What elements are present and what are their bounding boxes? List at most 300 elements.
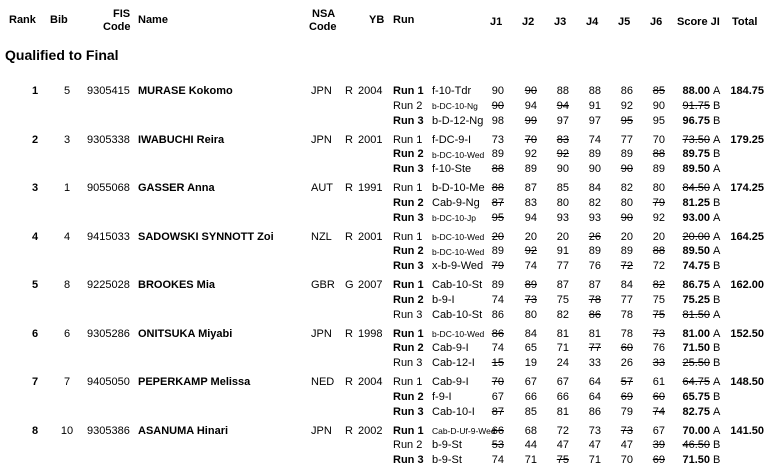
run-label: Run 1 xyxy=(393,182,423,194)
judge-score-3: 87 xyxy=(556,279,569,291)
run-score: 91.75 xyxy=(682,99,710,112)
rank-cell: 1 xyxy=(31,85,39,97)
judge-score-3: 91 xyxy=(556,245,569,258)
trick-code: b-DC-10-Wed xyxy=(432,149,485,160)
total-cell: 152.50 xyxy=(730,327,764,340)
run-label: Run 2 xyxy=(393,99,423,112)
run-label: Run 2 xyxy=(393,342,424,355)
athlete-name: GASSER Anna xyxy=(138,182,215,194)
trick-code: b-D-12-Ng xyxy=(432,114,484,127)
judge-flag: A xyxy=(713,424,721,437)
judge-score-2: 44 xyxy=(524,439,537,452)
judge-score-2: 94 xyxy=(524,99,537,112)
judge-score-6: 79 xyxy=(652,196,665,209)
judge-score-3: 88 xyxy=(556,85,569,97)
total-cell: 179.25 xyxy=(730,133,764,146)
trick-code: b-9-St xyxy=(432,454,462,467)
fis-code-cell: 9055068 xyxy=(87,182,130,194)
bib-cell: 3 xyxy=(63,133,71,146)
run-label: Run 3 xyxy=(393,308,423,321)
athlete-name: MURASE Kokomo xyxy=(138,85,233,97)
trick-code: Cab-9-Ng xyxy=(432,196,480,209)
judge-score-2: 92 xyxy=(524,148,537,161)
total-cell: 174.25 xyxy=(730,182,764,194)
run-label: Run 1 xyxy=(393,230,423,243)
judge-score-1: 20 xyxy=(491,230,504,243)
run-label: Run 3 xyxy=(393,163,424,176)
judge-flag: B xyxy=(713,342,721,355)
judge-score-6: 61 xyxy=(652,376,665,388)
nsa-code-cell: JPN xyxy=(311,327,332,340)
nsa-code-cell: GBR xyxy=(311,279,335,291)
trick-code: b-DC-10-Wed xyxy=(432,329,485,339)
trick-code: Cab-9-I xyxy=(432,342,469,355)
run-score: 96.75 xyxy=(682,114,710,127)
judge-score-2: 89 xyxy=(524,163,537,176)
bib-cell: 6 xyxy=(63,327,71,340)
class-cell: R xyxy=(345,376,353,388)
judge-score-5: 78 xyxy=(620,327,633,340)
fis-code-cell: 9415033 xyxy=(87,230,130,243)
judge-flag: A xyxy=(713,163,721,176)
header-fis-1: FIS xyxy=(113,8,131,20)
judge-score-1: 86 xyxy=(491,327,504,340)
total-cell: 184.75 xyxy=(730,85,764,97)
judge-score-1: 90 xyxy=(491,99,504,112)
class-cell: R xyxy=(345,327,353,340)
judge-score-2: 67 xyxy=(524,376,537,388)
fis-code-cell: 9405050 xyxy=(87,376,130,388)
header-fis-2: Code xyxy=(103,21,131,33)
run-score: 89.50 xyxy=(682,163,710,176)
header-nsa-1: NSA xyxy=(312,8,336,20)
athlete-name: BROOKES Mia xyxy=(138,279,216,291)
judge-score-2: 92 xyxy=(524,245,537,258)
run-score: 93.00 xyxy=(682,211,710,224)
trick-code: b-DC-10-Jp xyxy=(432,213,476,224)
nsa-code-cell: NED xyxy=(311,376,335,388)
judge-flag: A xyxy=(713,133,721,146)
judge-score-4: 73 xyxy=(588,424,601,437)
judge-score-4: 47 xyxy=(588,439,601,452)
run-score: 74.75 xyxy=(682,260,710,273)
judge-score-5: 92 xyxy=(620,99,633,112)
judge-score-1: 70 xyxy=(491,376,504,388)
judge-flag: B xyxy=(713,114,721,127)
judge-score-5: 78 xyxy=(620,308,633,321)
run-label: Run 1 xyxy=(393,85,424,97)
judge-score-4: 88 xyxy=(588,85,601,97)
year-born-cell: 2004 xyxy=(358,376,383,388)
total-cell: 162.00 xyxy=(730,279,764,291)
judge-score-1: 87 xyxy=(491,405,504,418)
judge-score-6: 67 xyxy=(652,424,665,437)
judge-score-6: 60 xyxy=(652,390,665,403)
judge-score-1: 73 xyxy=(491,133,504,146)
judge-score-2: 70 xyxy=(524,133,537,146)
judge-score-3: 93 xyxy=(556,211,569,224)
trick-code: f-DC-9-I xyxy=(432,133,472,146)
judge-flag: A xyxy=(713,230,721,243)
judge-score-3: 80 xyxy=(556,196,569,209)
header-score: Score JI xyxy=(677,16,720,28)
total-cell: 141.50 xyxy=(730,424,764,437)
trick-code: Cab-D-Uf-9-Wed xyxy=(432,426,496,436)
judge-score-2: 74 xyxy=(524,260,537,273)
judge-score-6: 73 xyxy=(652,327,665,340)
judge-score-3: 82 xyxy=(556,308,569,321)
run-score: 75.25 xyxy=(682,293,710,306)
run-label: Run 2 xyxy=(393,293,424,306)
judge-score-6: 89 xyxy=(652,163,665,176)
judge-score-2: 73 xyxy=(524,293,537,306)
run-label: Run 2 xyxy=(393,390,424,403)
header-j2: J2 xyxy=(522,16,535,28)
judge-score-2: 20 xyxy=(524,230,537,243)
judge-score-4: 64 xyxy=(588,376,601,388)
athlete-name: PEPERKAMP Melissa xyxy=(138,376,251,388)
trick-code: b-D-10-Me xyxy=(432,182,485,194)
run-score: 81.00 xyxy=(682,327,710,340)
year-born-cell: 2004 xyxy=(358,85,383,97)
judge-flag: A xyxy=(713,85,721,97)
header-nsa-2: Code xyxy=(309,21,337,33)
judge-score-4: 71 xyxy=(588,454,601,467)
nsa-code-cell: JPN xyxy=(311,85,332,97)
rank-cell: 4 xyxy=(31,230,39,243)
year-born-cell: 2007 xyxy=(358,279,383,291)
class-cell: R xyxy=(345,230,353,243)
run-score: 71.50 xyxy=(682,342,710,355)
judge-score-4: 82 xyxy=(588,196,601,209)
judge-score-2: 19 xyxy=(524,357,537,370)
rank-cell: 6 xyxy=(31,327,39,340)
header-total: Total xyxy=(732,16,758,28)
judge-score-5: 26 xyxy=(620,357,633,370)
judge-flag: B xyxy=(713,357,721,370)
judge-flag: A xyxy=(713,405,721,418)
athlete-name: IWABUCHI Reira xyxy=(138,133,225,146)
judge-score-4: 64 xyxy=(588,390,601,403)
run-score: 86.75 xyxy=(682,279,710,291)
section-title: Qualified to Final xyxy=(5,47,119,63)
judge-score-4: 97 xyxy=(588,114,601,127)
athlete-name: ASANUMA Hinari xyxy=(138,424,229,437)
header-bib: Bib xyxy=(50,14,68,26)
judge-score-5: 69 xyxy=(620,390,633,403)
judge-score-5: 90 xyxy=(620,211,633,224)
judge-score-4: 89 xyxy=(588,245,601,258)
judge-score-3: 90 xyxy=(556,163,569,176)
trick-code: f-10-Ste xyxy=(432,163,472,176)
trick-code: b-DC-10-Ng xyxy=(432,101,478,112)
fis-code-cell: 9225028 xyxy=(87,279,130,291)
judge-score-1: 89 xyxy=(491,148,504,161)
judge-score-6: 39 xyxy=(652,439,665,452)
fis-code-cell: 9305415 xyxy=(87,85,130,97)
judge-score-1: 15 xyxy=(491,357,504,370)
header-yb: YB xyxy=(369,14,385,26)
class-cell: R xyxy=(345,182,353,194)
judge-score-5: 20 xyxy=(620,230,633,243)
year-born-cell: 1998 xyxy=(358,327,383,340)
judge-score-6: 85 xyxy=(652,85,665,97)
judge-score-5: 60 xyxy=(620,342,633,355)
judge-score-3: 71 xyxy=(556,342,569,355)
judge-flag: A xyxy=(713,327,721,340)
nsa-code-cell: NZL xyxy=(311,230,332,243)
judge-score-2: 89 xyxy=(524,279,537,291)
judge-score-2: 68 xyxy=(524,424,537,437)
judge-score-5: 89 xyxy=(620,148,633,161)
judge-flag: B xyxy=(713,260,721,273)
header-j3: J3 xyxy=(554,16,567,28)
judge-score-3: 83 xyxy=(556,133,569,146)
judge-score-5: 70 xyxy=(620,454,633,467)
run-score: 73.50 xyxy=(682,133,710,146)
run-score: 64.75 xyxy=(682,376,710,388)
class-cell: R xyxy=(345,85,353,97)
judge-score-4: 91 xyxy=(588,99,601,112)
judge-score-4: 89 xyxy=(588,148,601,161)
judge-score-6: 88 xyxy=(652,245,665,258)
rank-cell: 7 xyxy=(31,376,39,388)
judge-score-2: 94 xyxy=(524,211,537,224)
trick-code: f-9-I xyxy=(432,390,452,403)
judge-flag: A xyxy=(713,245,721,258)
judge-score-5: 73 xyxy=(620,424,633,437)
run-label: Run 2 xyxy=(393,245,424,258)
judge-score-2: 71 xyxy=(524,454,537,467)
judge-score-5: 47 xyxy=(620,439,633,452)
judge-score-2: 90 xyxy=(524,85,537,97)
judge-score-5: 89 xyxy=(620,245,633,258)
run-score: 89.50 xyxy=(682,245,710,258)
run-score: 65.75 xyxy=(682,390,710,403)
run-score: 20.00 xyxy=(682,230,710,243)
judge-score-5: 82 xyxy=(620,182,633,194)
judge-score-6: 74 xyxy=(652,405,665,418)
rank-cell: 3 xyxy=(31,182,39,194)
judge-score-6: 69 xyxy=(652,454,665,467)
run-label: Run 1 xyxy=(393,133,423,146)
trick-code: Cab-12-I xyxy=(432,357,475,370)
judge-score-2: 66 xyxy=(524,390,537,403)
judge-score-4: 86 xyxy=(588,405,601,418)
run-label: Run 3 xyxy=(393,357,423,370)
judge-score-3: 47 xyxy=(556,439,569,452)
judge-score-4: 33 xyxy=(588,357,601,370)
run-label: Run 2 xyxy=(393,196,424,209)
judge-flag: B xyxy=(713,293,721,306)
judge-score-1: 89 xyxy=(491,245,504,258)
rank-cell: 8 xyxy=(31,424,39,437)
judge-score-3: 75 xyxy=(556,454,569,467)
trick-code: b-DC-10-Wed xyxy=(432,232,485,242)
judge-score-5: 90 xyxy=(620,163,633,176)
judge-score-3: 20 xyxy=(556,230,569,243)
header-j6: J6 xyxy=(650,16,663,28)
judge-score-1: 53 xyxy=(491,439,504,452)
judge-score-6: 75 xyxy=(652,308,665,321)
judge-score-5: 77 xyxy=(620,293,633,306)
class-cell: R xyxy=(345,133,353,146)
judge-score-4: 86 xyxy=(588,308,601,321)
judge-flag: A xyxy=(713,376,721,388)
judge-score-1: 90 xyxy=(491,85,504,97)
run-score: 70.00 xyxy=(682,424,710,437)
run-label: Run 3 xyxy=(393,454,424,467)
trick-code: x-b-9-Wed xyxy=(432,260,484,273)
bib-cell: 7 xyxy=(63,376,71,388)
judge-score-3: 81 xyxy=(556,405,569,418)
judge-score-2: 99 xyxy=(524,114,537,127)
header-rank: Rank xyxy=(9,14,36,26)
run-label: Run 2 xyxy=(393,148,424,161)
judge-score-4: 26 xyxy=(588,230,601,243)
judge-flag: A xyxy=(713,308,721,321)
judge-score-3: 77 xyxy=(556,260,569,273)
judge-score-1: 88 xyxy=(491,163,504,176)
judge-score-6: 90 xyxy=(652,99,665,112)
athlete-name: ONITSUKA Miyabi xyxy=(138,327,233,340)
judge-score-4: 90 xyxy=(588,163,601,176)
judge-score-3: 92 xyxy=(556,148,569,161)
judge-score-1: 74 xyxy=(491,342,504,355)
judge-score-4: 93 xyxy=(588,211,601,224)
judge-score-1: 89 xyxy=(491,279,504,291)
judge-score-6: 76 xyxy=(652,342,665,355)
total-cell: 164.25 xyxy=(730,230,764,243)
fis-code-cell: 9305286 xyxy=(87,327,130,340)
judge-score-2: 87 xyxy=(524,182,537,194)
judge-flag: B xyxy=(713,99,721,112)
year-born-cell: 1991 xyxy=(358,182,383,194)
judge-score-6: 82 xyxy=(652,279,665,291)
trick-code: b-9-I xyxy=(432,293,455,306)
run-score: 71.50 xyxy=(682,454,710,467)
judge-score-3: 97 xyxy=(556,114,569,127)
trick-code: Cab-10-I xyxy=(432,405,475,418)
run-score: 46.50 xyxy=(682,439,710,452)
judge-score-4: 74 xyxy=(588,133,601,146)
run-score: 88.00 xyxy=(682,85,710,97)
run-label: Run 1 xyxy=(393,327,424,340)
judge-score-3: 85 xyxy=(556,182,569,194)
judge-score-4: 81 xyxy=(588,327,601,340)
trick-code: f-10-Tdr xyxy=(432,85,472,97)
judge-score-6: 70 xyxy=(652,133,665,146)
judge-score-1: 74 xyxy=(491,293,504,306)
judge-score-3: 72 xyxy=(556,424,569,437)
trick-code: b-9-St xyxy=(432,439,462,452)
judge-score-6: 75 xyxy=(652,293,665,306)
run-score: 81.25 xyxy=(682,196,710,209)
rank-cell: 2 xyxy=(31,133,39,146)
judge-score-1: 79 xyxy=(491,260,504,273)
judge-score-3: 94 xyxy=(556,99,569,112)
judge-flag: A xyxy=(713,279,721,291)
judge-score-1: 88 xyxy=(491,182,504,194)
judge-score-6: 95 xyxy=(652,114,665,127)
run-label: Run 1 xyxy=(393,424,424,437)
run-score: 84.50 xyxy=(682,182,710,194)
judge-score-5: 79 xyxy=(620,405,633,418)
year-born-cell: 2002 xyxy=(358,424,383,437)
header-name: Name xyxy=(138,14,168,26)
class-cell: R xyxy=(345,424,353,437)
judge-score-4: 77 xyxy=(588,342,601,355)
rank-cell: 5 xyxy=(31,279,39,291)
run-score: 89.75 xyxy=(682,148,710,161)
judge-flag: B xyxy=(713,454,721,467)
run-label: Run 2 xyxy=(393,439,423,452)
trick-code: Cab-10-St xyxy=(432,279,483,291)
judge-score-3: 67 xyxy=(556,376,569,388)
header-j4: J4 xyxy=(586,16,599,28)
judge-score-5: 72 xyxy=(620,260,633,273)
bib-cell: 5 xyxy=(63,85,71,97)
judge-score-1: 87 xyxy=(491,196,504,209)
judge-score-6: 92 xyxy=(652,211,665,224)
judge-flag: A xyxy=(713,182,721,194)
run-label: Run 3 xyxy=(393,260,424,273)
judge-score-1: 74 xyxy=(491,454,504,467)
nsa-code-cell: JPN xyxy=(311,424,332,437)
run-score: 25.50 xyxy=(682,357,710,370)
judge-score-6: 72 xyxy=(652,260,665,273)
fis-code-cell: 9305338 xyxy=(87,133,130,146)
judge-score-4: 76 xyxy=(588,260,601,273)
fis-code-cell: 9305386 xyxy=(87,424,130,437)
judge-score-4: 84 xyxy=(588,182,601,194)
judge-score-6: 33 xyxy=(652,357,665,370)
year-born-cell: 2001 xyxy=(358,133,383,146)
bib-cell: 4 xyxy=(63,230,71,243)
judge-score-2: 84 xyxy=(524,327,537,340)
header-j1: J1 xyxy=(490,16,503,28)
judge-score-1: 67 xyxy=(491,390,504,403)
judge-score-1: 98 xyxy=(491,114,504,127)
bib-cell: 8 xyxy=(63,279,71,291)
judge-score-3: 81 xyxy=(556,327,569,340)
judge-score-5: 95 xyxy=(620,114,633,127)
judge-score-6: 80 xyxy=(652,182,665,194)
judge-score-1: 95 xyxy=(491,211,504,224)
judge-score-1: 86 xyxy=(491,308,504,321)
total-cell: 148.50 xyxy=(730,376,764,388)
header-j5: J5 xyxy=(618,16,631,28)
judge-score-5: 86 xyxy=(620,85,633,97)
run-label: Run 3 xyxy=(393,211,424,224)
judge-flag: B xyxy=(713,439,721,452)
run-label: Run 1 xyxy=(393,376,423,388)
judge-score-3: 75 xyxy=(556,293,569,306)
run-score: 82.75 xyxy=(682,405,710,418)
year-born-cell: 2001 xyxy=(358,230,383,243)
judge-score-2: 85 xyxy=(524,405,537,418)
nsa-code-cell: AUT xyxy=(311,182,333,194)
run-label: Run 3 xyxy=(393,114,424,127)
judge-score-6: 88 xyxy=(652,148,665,161)
trick-code: Cab-9-I xyxy=(432,376,469,388)
judge-flag: B xyxy=(713,390,721,403)
bib-cell: 10 xyxy=(60,424,74,437)
judge-score-6: 20 xyxy=(652,230,665,243)
judge-score-5: 80 xyxy=(620,196,633,209)
judge-score-2: 80 xyxy=(524,308,537,321)
judge-score-5: 84 xyxy=(620,279,633,291)
